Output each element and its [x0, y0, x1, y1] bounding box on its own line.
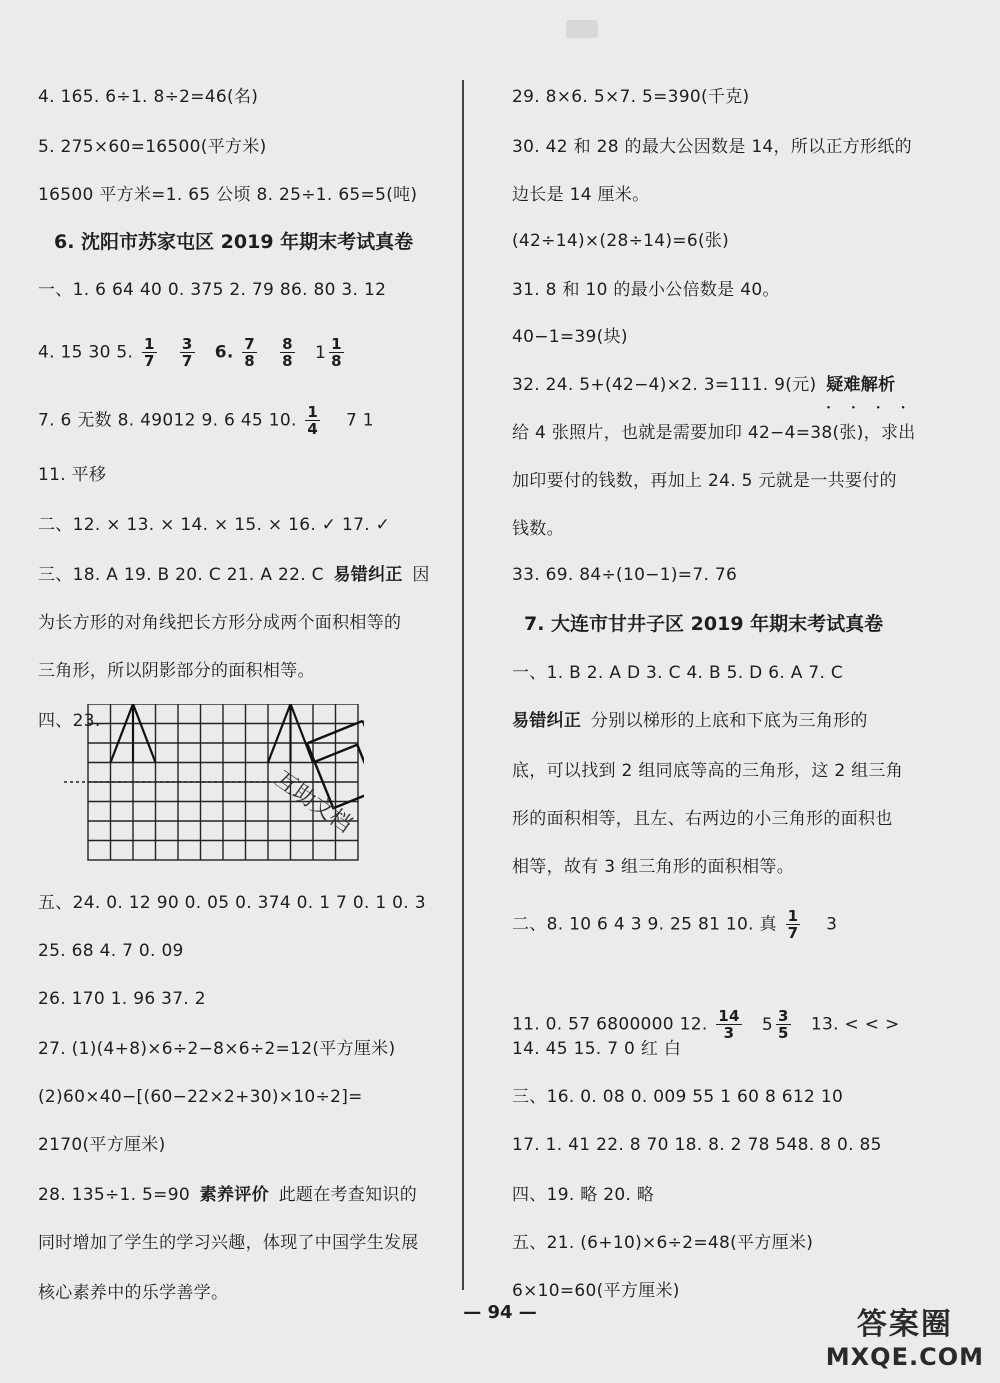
answer-line: 26. 170 1. 96 37. 2: [38, 989, 206, 1009]
fraction-numerator: 3: [778, 1007, 789, 1025]
fraction-denominator: 8: [331, 352, 342, 370]
answer-line: 核心素养中的乐学善学。: [38, 1283, 229, 1303]
answer-line-fractions: [38, 404, 374, 437]
mixed-number: [315, 336, 347, 369]
fraction: [716, 1008, 741, 1041]
answer-line: 25. 68 4. 7 0. 09: [38, 941, 184, 961]
answer-line: [512, 372, 899, 398]
fraction-numerator: 8: [282, 335, 293, 353]
answer-line: 底，可以找到 2 组同底等高的三角形，这 2 组三角: [512, 761, 904, 781]
fraction-denominator: 7: [143, 352, 155, 370]
answer-line: 同时增加了学生的学习兴趣，体现了中国学生发展: [38, 1233, 419, 1253]
answer-line: [38, 1182, 417, 1208]
answer-line: 14. 45 15. 7 0 红 白: [512, 1039, 682, 1059]
section-title: 6. 沈阳市苏家屯区 2019 年期末考试真卷: [54, 231, 414, 253]
answer-text: 11. 0. 57 6800000 12.: [512, 1014, 708, 1035]
answer-line: 5. 275×60=16500(平方米): [38, 137, 267, 157]
grid-figure: [64, 704, 364, 868]
answer-line: 形的面积相等，且左、右两边的小三角形的面积也: [512, 809, 893, 829]
whole-part: 1: [315, 342, 327, 363]
section-title: 7. 大连市甘井子区 2019 年期末考试真卷: [524, 613, 884, 635]
watermark: [826, 1299, 984, 1371]
answer-line: 为长方形的对角线把长方形分成两个面积相等的: [38, 613, 402, 633]
answer-line: 27. (1)(4+8)×6÷2−8×6÷2=12(平方厘米): [38, 1039, 396, 1059]
grid-svg: [64, 704, 364, 864]
answer-line: 五、21. (6+10)×6÷2=48(平方厘米): [512, 1233, 814, 1253]
fraction: [305, 404, 320, 437]
watermark-logo: 答案圈: [856, 1307, 953, 1342]
note-tag: 素养评价: [199, 1185, 269, 1205]
answer-line: 40−1=39(块): [512, 327, 628, 347]
answer-line: 33. 69. 84÷(10−1)=7. 76: [512, 565, 738, 585]
answer-text: 三、18. A 19. B 20. C 21. A 22. C: [38, 565, 324, 585]
page-number: — 94 —: [463, 1302, 537, 1323]
answer-text: 7. 6 无数 8. 49012 9. 6 45 10.: [38, 410, 297, 431]
answer-line: (42÷14)×(28÷14)=6(张): [512, 231, 730, 251]
answer-line: 给 4 张照片，也就是需要加印 42−4=38(张)，求出: [512, 423, 916, 443]
answer-line: 一、1. 6 64 40 0. 375 2. 79 86. 80 3. 12: [38, 280, 387, 300]
answer-line: 加印要付的钱数，再加上 24. 5 元就是一共要付的: [512, 471, 897, 491]
answer-text: 28. 135÷1. 5=90: [38, 1185, 190, 1205]
note-tag: 易错纠正: [512, 711, 582, 731]
answer-line: 2170(平方厘米): [38, 1135, 166, 1155]
fraction-denominator: 4: [307, 420, 319, 438]
page-corner-mark: [566, 20, 598, 38]
fraction: [329, 336, 344, 369]
answer-line: 三、16. 0. 08 0. 009 55 1 60 8 612 10: [512, 1087, 844, 1107]
answer-line: 31. 8 和 10 的最小公倍数是 40。: [512, 280, 780, 300]
fraction-numerator: 7: [244, 335, 256, 353]
note-tag: 易错纠正: [333, 565, 403, 585]
fraction: [180, 336, 195, 369]
fraction: [242, 336, 257, 369]
fraction-denominator: 8: [244, 352, 256, 370]
answer-line: 四、19. 略 20. 略: [512, 1185, 655, 1205]
fraction: [776, 1008, 791, 1041]
answer-text: 3: [826, 914, 838, 935]
answer-text: 13. < < >: [810, 1014, 900, 1035]
answer-text: 6.: [214, 342, 234, 363]
answer-line: 五、24. 0. 12 90 0. 05 0. 374 0. 1 7 0. 1 0. 3: [38, 893, 426, 913]
answer-text: 4. 15 30 5.: [38, 342, 134, 363]
fraction: [786, 908, 801, 941]
answer-line: 30. 42 和 28 的最大公因数是 14，所以正方形纸的: [512, 137, 912, 157]
fraction-numerator: 1: [331, 335, 342, 353]
answer-text: 32. 24. 5+(42−4)×2. 3=111. 9(元): [512, 375, 817, 395]
answer-line: 边长是 14 厘米。: [512, 185, 650, 205]
answer-line: 29. 8×6. 5×7. 5=390(千克): [512, 87, 750, 107]
answer-line: 二、12. × 13. × 14. × 15. × 16. ✓ 17. ✓: [38, 515, 391, 535]
fraction-denominator: 5: [778, 1024, 789, 1042]
answer-line: 4. 165. 6÷1. 8÷2=46(名): [38, 87, 259, 107]
answer-text: 7 1: [345, 410, 374, 431]
answer-text: 分别以梯形的上底和下底为三角形的: [590, 711, 868, 731]
answer-line: 11. 平移: [38, 465, 107, 485]
answer-text: 此题在考查知识的: [278, 1185, 417, 1205]
answer-line: 相等，故有 3 组三角形的面积相等。: [512, 857, 795, 877]
answer-line: 6×10=60(平方厘米): [512, 1281, 680, 1301]
fraction-numerator: 1: [307, 403, 319, 421]
answer-line-fractions: [38, 336, 347, 369]
answer-line: 一、1. B 2. A D 3. C 4. B 5. D 6. A 7. C: [512, 663, 844, 683]
answer-line: 16500 平方米=1. 65 公顷 8. 25÷1. 65=5(吨): [38, 185, 418, 205]
column-divider: [462, 80, 464, 1290]
fraction-numerator: 1: [787, 907, 799, 925]
answer-line-fractions: [512, 908, 837, 941]
answer-line: 三角形，所以阴影部分的面积相等。: [38, 661, 315, 681]
mixed-number: [762, 1008, 794, 1041]
answer-line: 四、23.: [38, 711, 101, 731]
answer-line: (2)60×40−[(60−22×2+30)×10÷2]=: [38, 1087, 363, 1107]
stamp-text: 互助文档: [269, 766, 357, 838]
fraction-denominator: 7: [181, 352, 193, 370]
answer-text: 二、8. 10 6 4 3 9. 25 81 10. 真: [512, 914, 777, 935]
fraction: [142, 336, 157, 369]
fraction: [280, 336, 295, 369]
whole-part: 5: [761, 1014, 774, 1035]
fraction-denominator: 7: [787, 924, 799, 942]
fraction-denominator: 3: [723, 1024, 735, 1042]
answer-line: [38, 562, 430, 588]
watermark-url: MXQE.COM: [825, 1343, 984, 1371]
answer-line: 钱数。: [512, 519, 564, 539]
answer-line: [512, 708, 868, 734]
fraction-numerator: 1: [143, 335, 155, 353]
answer-text: 因: [412, 565, 430, 585]
fraction-numerator: 3: [181, 335, 193, 353]
answer-line: 17. 1. 41 22. 8 70 18. 8. 2 78 548. 8 0. 85: [512, 1135, 882, 1155]
fraction-numerator: 14: [718, 1007, 740, 1025]
note-tag: 疑难解析 • • • •: [826, 375, 895, 395]
fraction-denominator: 8: [282, 352, 293, 370]
